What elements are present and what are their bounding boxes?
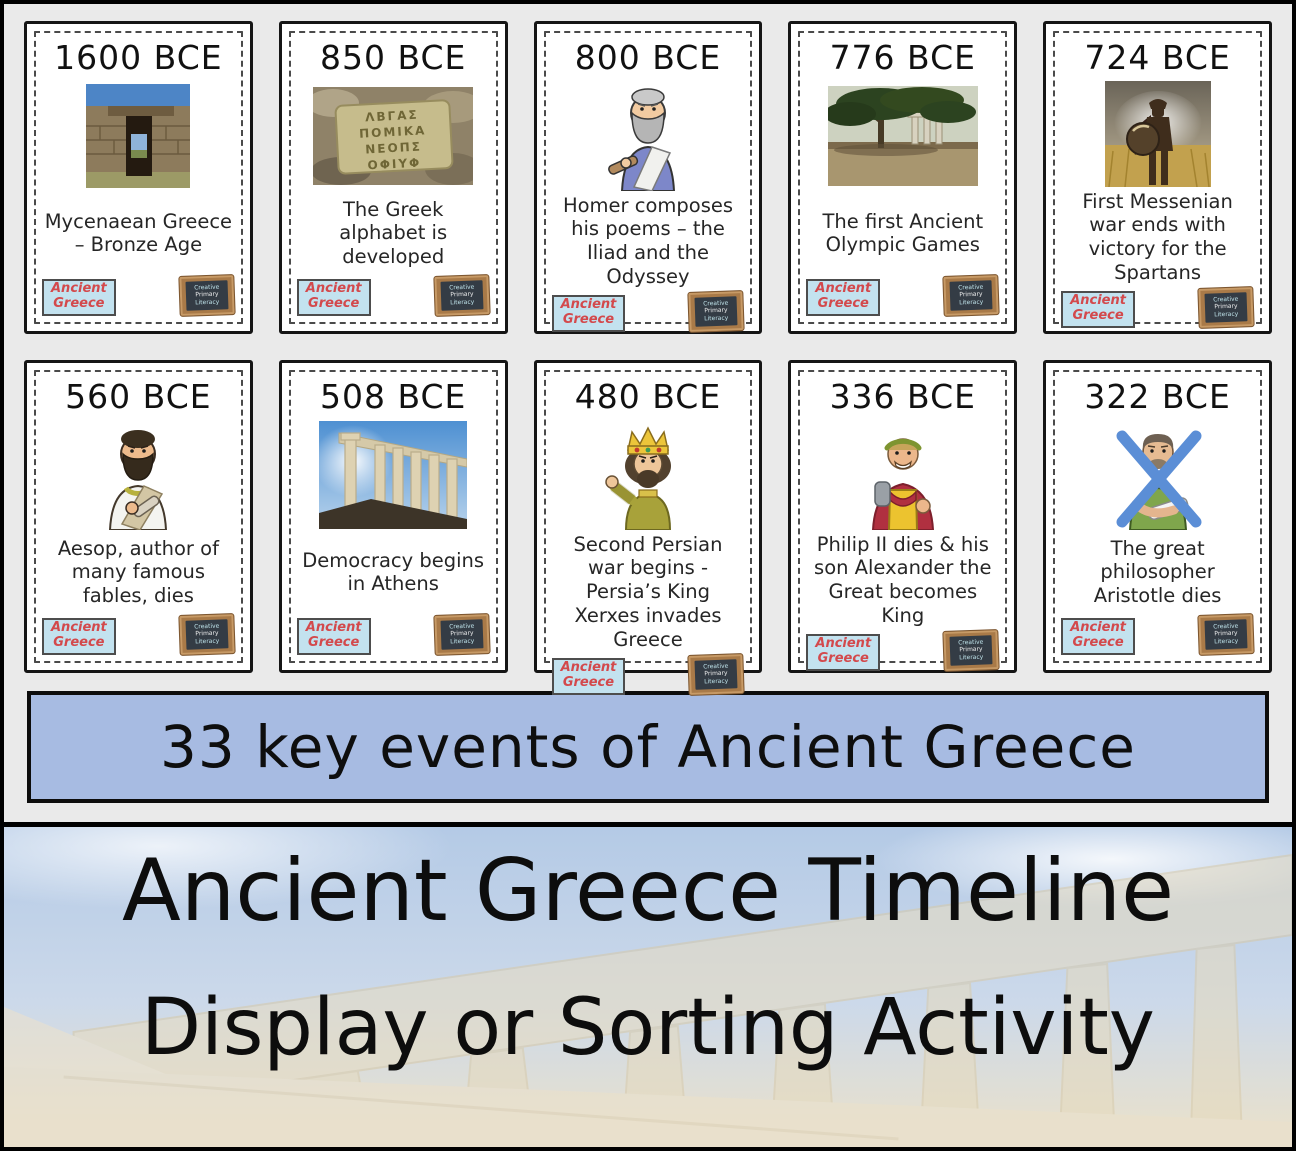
card-description: Mycenaean Greece – Bronze Age bbox=[44, 209, 233, 257]
publisher-chalkboard-logo: Creative Primary Literacy bbox=[688, 653, 745, 696]
ancient-greece-badge: Ancient Greece bbox=[552, 658, 626, 695]
publisher-chalkboard-logo: Creative Primary Literacy bbox=[688, 290, 745, 333]
card-date: 560 BCE bbox=[65, 377, 212, 416]
card-date: 1600 BCE bbox=[54, 38, 223, 77]
ancient-greece-badge: Ancient Greece bbox=[1061, 291, 1135, 328]
timeline-card bbox=[279, 360, 508, 673]
timeline-card bbox=[788, 21, 1017, 334]
homer-cartoon bbox=[592, 81, 704, 191]
svg-text:ΟΦΙΥΦ: ΟΦΙΥΦ bbox=[367, 155, 422, 173]
hero-title-section bbox=[0, 822, 1296, 1151]
ancient-greece-badge: Ancient Greece bbox=[297, 279, 371, 316]
publisher-chalkboard-logo: Creative Primary Literacy bbox=[1197, 286, 1254, 329]
card-date: 508 BCE bbox=[319, 377, 467, 416]
publisher-chalkboard-logo: Creative Primary Literacy bbox=[433, 274, 490, 317]
spartan-warrior-image bbox=[1105, 81, 1211, 187]
svg-text:ΠΟΜΙΚΑ: ΠΟΜΙΚΑ bbox=[358, 122, 427, 141]
publisher-chalkboard-logo: Creative Primary Literacy bbox=[178, 274, 235, 317]
aristotle-crossed-out-cartoon bbox=[1100, 420, 1216, 530]
mycenaean-gateway-photo bbox=[86, 84, 190, 188]
publisher-chalkboard-logo: Creative Primary Literacy bbox=[942, 274, 999, 317]
ancient-greece-badge: Ancient Greece bbox=[552, 295, 626, 332]
timeline-card bbox=[534, 21, 763, 334]
aesop-cartoon bbox=[82, 420, 194, 530]
card-date: 776 BCE bbox=[829, 38, 976, 77]
athens-temple-columns-photo bbox=[319, 421, 467, 529]
ancient-greece-badge: Ancient Greece bbox=[42, 618, 116, 655]
publisher-chalkboard-logo: Creative Primary Literacy bbox=[1197, 613, 1254, 656]
timeline-card bbox=[24, 360, 253, 673]
timeline-card bbox=[534, 360, 763, 690]
king-xerxes-cartoon bbox=[592, 420, 704, 530]
timeline-card bbox=[788, 360, 1017, 673]
cards-grid bbox=[24, 21, 1272, 690]
card-date: 800 BCE bbox=[574, 38, 722, 77]
card-description: Philip II dies & his son Alexander the Great becomes King bbox=[814, 532, 992, 627]
card-date: 336 BCE bbox=[829, 377, 976, 416]
key-events-banner-text: 33 key events of Ancient Greece bbox=[160, 713, 1136, 781]
card-date: 322 BCE bbox=[1084, 377, 1231, 416]
greek-alphabet-stone-photo bbox=[313, 87, 473, 185]
ancient-greece-badge: Ancient Greece bbox=[806, 279, 880, 316]
card-description: Homer composes his poems – the Iliad and the Odyssey bbox=[562, 193, 734, 288]
card-description: The great philosopher Aristotle dies bbox=[1093, 536, 1222, 608]
card-date: 850 BCE bbox=[319, 38, 467, 77]
olympia-ruins-photo bbox=[828, 86, 978, 186]
card-description: Aesop, author of many famous fables, dies bbox=[57, 536, 219, 608]
main-title: Ancient Greece Timeline bbox=[121, 841, 1175, 941]
ancient-greece-badge: Ancient Greece bbox=[297, 618, 371, 655]
cards-area bbox=[4, 4, 1292, 803]
card-description: First Messenian war ends with victory for the Spartans bbox=[1082, 189, 1233, 284]
card-description: The first Ancient Olympic Games bbox=[822, 209, 984, 257]
timeline-card bbox=[24, 21, 253, 334]
card-description: The Greek alphabet is developed bbox=[339, 197, 448, 269]
timeline-card bbox=[1043, 360, 1272, 673]
timeline-card bbox=[1043, 21, 1272, 334]
ancient-greece-badge: Ancient Greece bbox=[42, 279, 116, 316]
card-date: 480 BCE bbox=[574, 377, 722, 416]
card-description: Second Persian war begins - Persia’s King Xerxes invades Greece bbox=[573, 532, 723, 651]
publisher-chalkboard-logo: Creative Primary Literacy bbox=[178, 613, 235, 656]
svg-text:ΛΒΓΑΣ: ΛΒΓΑΣ bbox=[364, 107, 420, 125]
card-date: 724 BCE bbox=[1084, 38, 1231, 77]
subtitle: Display or Sorting Activity bbox=[141, 983, 1155, 1073]
timeline-card bbox=[279, 21, 508, 334]
key-events-banner bbox=[27, 691, 1269, 803]
ancient-greece-badge: Ancient Greece bbox=[806, 634, 880, 671]
card-description: Democracy begins in Athens bbox=[302, 548, 485, 596]
publisher-chalkboard-logo: Creative Primary Literacy bbox=[942, 629, 999, 672]
svg-text:ΝΕΟΠΣ: ΝΕΟΠΣ bbox=[365, 139, 423, 157]
alexander-the-great-cartoon bbox=[847, 420, 959, 530]
ancient-greece-badge: Ancient Greece bbox=[1061, 618, 1135, 655]
publisher-chalkboard-logo: Creative Primary Literacy bbox=[433, 613, 490, 656]
